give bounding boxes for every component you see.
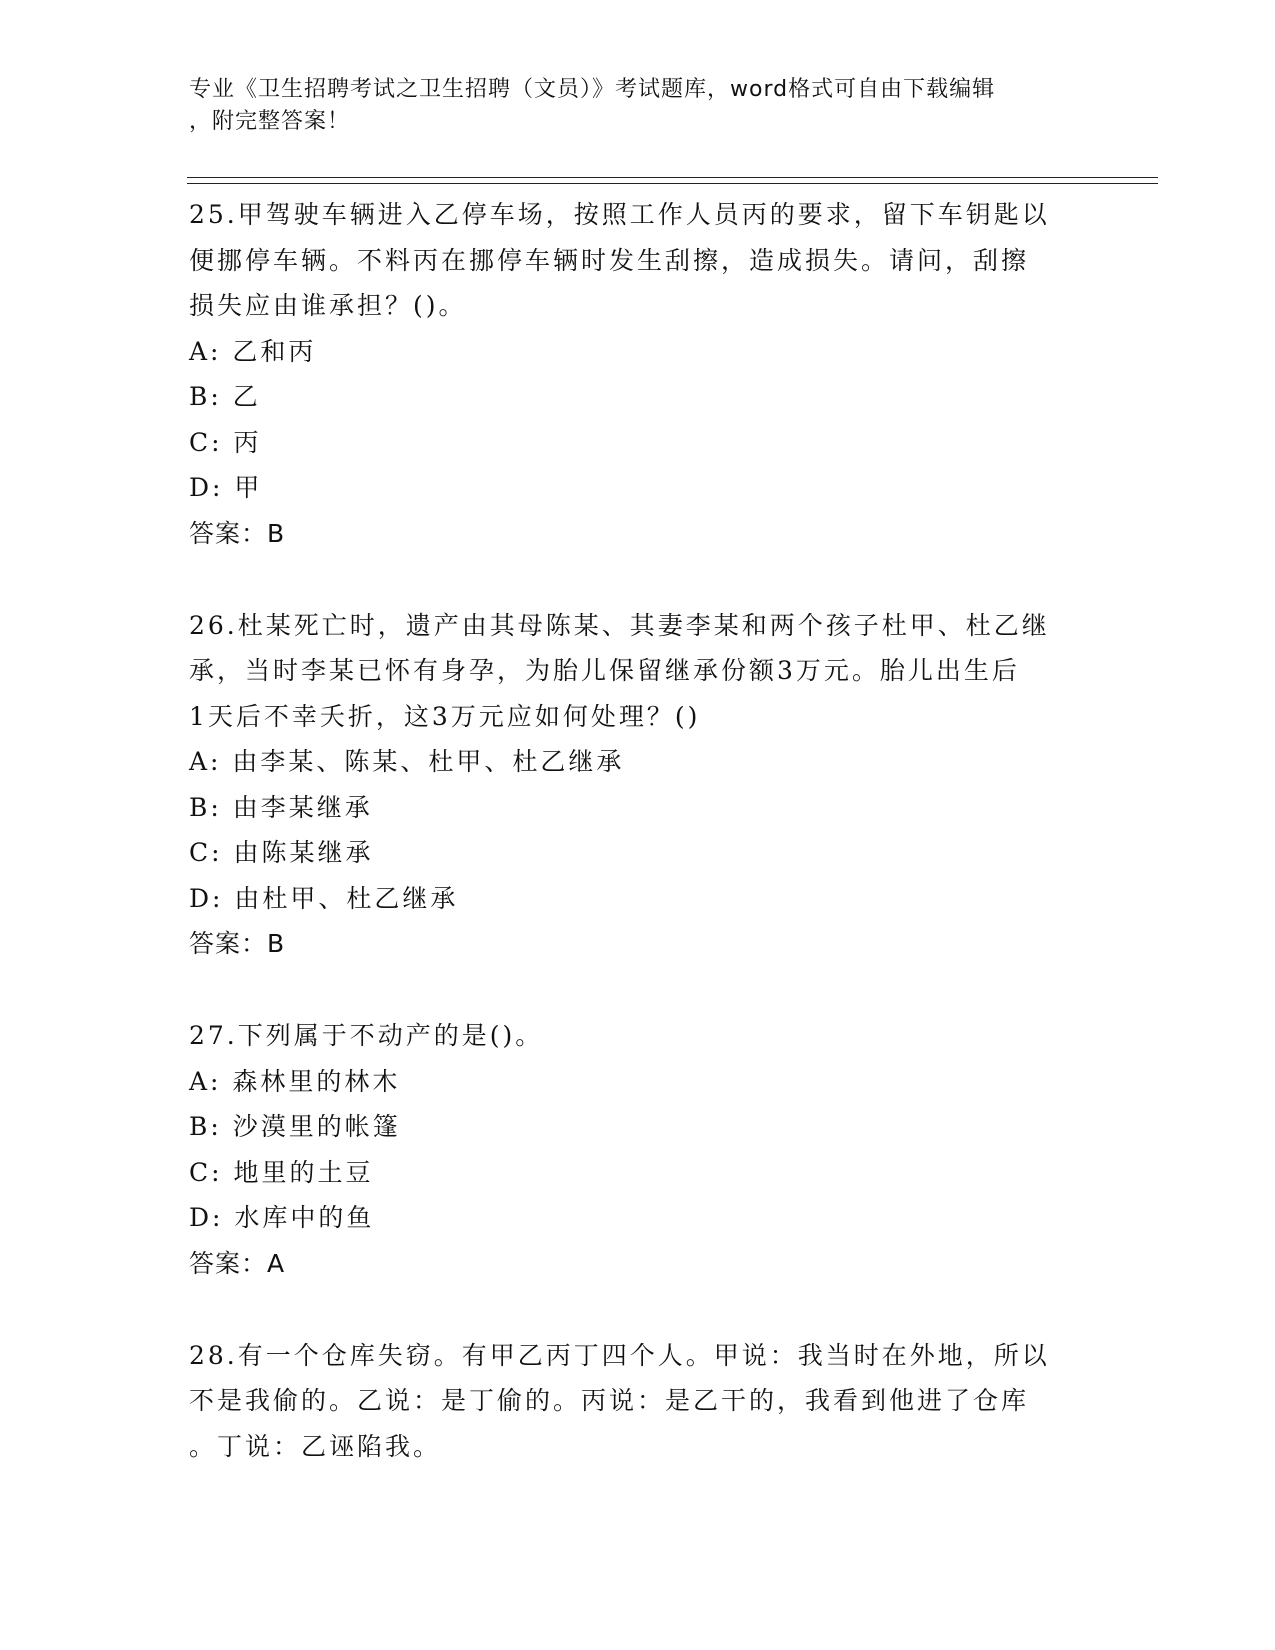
question-text-line: 承，当时李某已怀有身孕，为胎儿保留继承份额3万元。胎儿出生后 [189, 656, 1020, 685]
question-28 [189, 1333, 1089, 1470]
answer-line: 答案：A [189, 1248, 286, 1278]
option-a: A: 由李某、陈某、杜甲、杜乙继承 [189, 747, 625, 776]
header-rule-bottom [187, 183, 1158, 184]
option-c: C: 由陈某继承 [189, 838, 374, 867]
header-line-1: 专业《卫生招聘考试之卫生招聘（文员）》考试题库，word格式可自由下载编辑 [189, 77, 996, 102]
answer-line: 答案：B [189, 518, 286, 548]
option-b: B: 沙漠里的帐篷 [189, 1112, 401, 1141]
question-spacer [189, 557, 1089, 603]
question-text-line: 27.下列属于不动产的是()。 [189, 1021, 544, 1050]
question-spacer [189, 1287, 1089, 1333]
option-b: B: 乙 [189, 382, 261, 411]
header-rule-top [187, 177, 1158, 178]
option-d: D: 甲 [189, 473, 263, 502]
option-c: C: 丙 [189, 427, 262, 457]
question-text-line: 便挪停车辆。不料丙在挪停车辆时发生刮擦，造成损失。请问，刮擦 [189, 245, 1030, 275]
question-text-line: 1天后不幸夭折，这3万元应如何处理？() [189, 701, 701, 731]
question-list [189, 192, 1089, 1469]
header-line-2: ，附完整答案！ [189, 109, 351, 134]
option-a: A: 乙和丙 [189, 336, 317, 366]
question-27 [189, 1013, 1089, 1287]
question-text-line: 损失应由谁承担？()。 [189, 291, 467, 320]
page-header [189, 74, 1089, 138]
option-a: A: 森林里的林木 [189, 1066, 401, 1096]
option-b: B: 由李某继承 [189, 792, 373, 822]
question-25 [189, 192, 1089, 557]
question-spacer [189, 967, 1089, 1013]
option-c: C: 地里的土豆 [189, 1157, 374, 1187]
question-26 [189, 603, 1089, 968]
option-d: D: 水库中的鱼 [189, 1203, 375, 1232]
question-text-line: 25.甲驾驶车辆进入乙停车场，按照工作人员丙的要求，留下车钥匙以 [189, 200, 1050, 229]
question-text-line: 不是我偷的。乙说：是丁偷的。丙说：是乙干的，我看到他进了仓库 [189, 1386, 1030, 1415]
question-text-line: 26.杜某死亡时，遗产由其母陈某、其妻李某和两个孩子杜甲、杜乙继 [189, 610, 1050, 640]
answer-line: 答案：B [189, 929, 286, 958]
question-text-line: 。丁说：乙诬陷我。 [189, 1431, 442, 1461]
question-text-line: 28.有一个仓库失窃。有甲乙丙丁四个人。甲说：我当时在外地，所以 [189, 1340, 1050, 1370]
option-d: D: 由杜甲、杜乙继承 [189, 883, 459, 913]
